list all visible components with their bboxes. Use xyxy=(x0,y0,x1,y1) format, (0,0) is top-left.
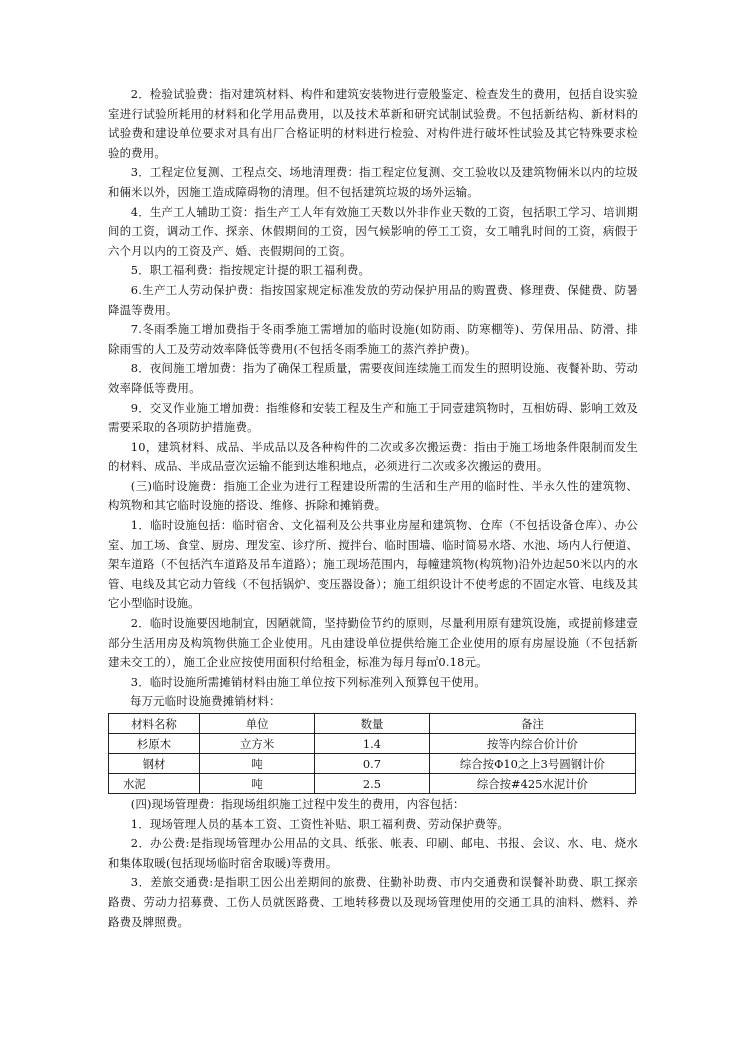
paragraph-labor-protection-fee: 6.生产工人劳动保护费：指按国家规定标准发放的劳动保护用品的购置费、修理费、保健费、防暑降温等费用。 xyxy=(108,282,638,317)
paragraph-office-fee: 2．办公费:是指现场管理办公用品的文具、纸张、帐表、印刷、邮电、书报、会议、水、电、烧水和集体取暖(包括现场临时宿舍取暖)等费用。 xyxy=(108,836,638,870)
table-row xyxy=(109,734,636,754)
header-remark: 备注 xyxy=(429,714,635,734)
table-row xyxy=(109,754,636,774)
paragraph-amortization-materials: 3．临时设施所需摊销材料由施工单位按下列标准列入预算包干使用。 xyxy=(130,674,486,689)
paragraph-travel-fee: 3．差旅交通费:是指职工因公出差期间的旅费、住勤补助费、市内交通费和误餐补助费、职工探亲路费、劳动力招募费、工伤人员就医路费、工地转移费以及现场管理使用的交通工具的油料、燃料、养路费及牌照费。 xyxy=(108,875,638,929)
cell-unit: 吨 xyxy=(200,754,315,774)
paragraph-temporary-facility-items: 1．临时设施包括：临时宿舍、文化福利及公共事业房屋和建筑物、仓库（不包括设备仓库）、办公室、加工场、食堂、厨房、理发室、诊疗所、搅拌台、临时围墙、临时简易水塔、水池、场内人行便道、架车道路（不包括汽车道路及吊车道路）；施工现场范围内，每幢建筑物(构筑物)沿外边起50米以内的水管、电线及其它动力管线（不包括锅炉、变压器设备）；施工组织设计不使考虑的不固定水管、电线及其它小型临时设施。 xyxy=(108,518,638,611)
cell-unit: 吨 xyxy=(200,774,315,794)
top-section xyxy=(108,85,638,692)
cell-quantity: 0.7 xyxy=(315,754,430,774)
paragraph-temporary-facility-fee: (三)临时设施费：指施工企业为进行工程建设所需的生活和生产用的临时性、半永久性的建筑物、构筑物和其它临时设施的搭设、维修、拆除和摊销费。 xyxy=(108,478,638,513)
cell-quantity: 2.5 xyxy=(315,774,430,794)
amortization-table xyxy=(108,713,636,794)
paragraph-auxiliary-wage: 4．生产工人辅助工资：指生产工人年有效施工天数以外非作业天数的工资，包括职工学习、培训期间的工资，调动工作、探亲、休假期间的工资，因气候影响的停工工资，女工哺乳时间的工资，病假于六个月以内的工资及产、婚、丧假期间的工资。 xyxy=(108,204,638,258)
header-quantity: 数量 xyxy=(315,714,430,734)
paragraph-temporary-facility-principle: 2．临时设施要因地制宜，因陋就简，坚持勤俭节约的原则，尽量利用原有建筑设施，或提前修建壹部分生活用房及构筑物供施工企业使用。凡由建设单位提供给施工企业使用的原有房屋设施（不包括新建未交工的），施工企业应按使用面积付给租金，标准为每月每㎡0.18元。 xyxy=(108,616,638,670)
paragraph-winter-rain-fee: 7.冬雨季施工增加费指于冬雨季施工需增加的临时设施(如防雨、防寒棚等)、劳保用品、防滑、排除雨雪的人工及劳动效率降低等费用(不包括冬雨季施工的蒸汽养护费)。 xyxy=(108,322,638,356)
paragraph-management-wages: 1．现场管理人员的基本工资、工资性补贴、职工福利费、劳动保护费等。 xyxy=(130,816,510,831)
paragraph-site-survey-fee: 3．工程定位复测、工程点交、场地清理费：指工程定位复测、交工验收以及建筑物倆米以内的垃圾和倆米以外，因施工造成障碍物的清理。但不包括建筑垃圾的场外运输。 xyxy=(108,165,638,199)
cell-remark: 综合按#425水泥计价 xyxy=(429,774,635,794)
paragraph-cross-work-fee: 9．交叉作业施工增加费：指维修和安装工程及生产和施工于同壹建筑物时，互相妨碍、影响工效及需要采取的各项防护措施费。 xyxy=(108,400,638,435)
paragraph-secondary-transport-fee: 10，建筑材料、成品、半成品以及各种构件的二次或多次搬运费：指由于施工场地条件限制而发生的材料、成品、半成品壹次运输不能到达堆积地点，必须进行二次或多次搬运的费用。 xyxy=(108,439,638,474)
table-header-row xyxy=(109,714,636,734)
cell-material: 水泥 xyxy=(109,774,200,794)
document-page xyxy=(108,85,638,932)
header-material-name: 材料名称 xyxy=(109,714,200,734)
paragraph-night-work-fee: 8．夜间施工增加费：指为了确保工程质量，需要夜间连续施工而发生的照明设施、夜餐补助、劳动效率降低等费用。 xyxy=(108,361,638,395)
cell-material: 杉原木 xyxy=(109,734,200,754)
paragraph-inspection-fee: 2．检验试验费：指对建筑材料、构件和建筑安装物进行壹般鉴定、检查发生的费用，包括自设实验室进行试验所耗用的材料和化学用品费用，以及技术革新和研究试制试验费。不包括新结构、新材料的试验费和建设单位要求对具有出厂合格证明的材料进行检验、对构件进行破坏性试验及其它特殊要求检验的费用。 xyxy=(108,87,638,160)
paragraph-welfare-fee: 5．职工福利费：指按规定计提的职工福利费。 xyxy=(130,263,371,278)
table-caption: 每万元临时设施费摊销材料： xyxy=(130,694,281,709)
header-unit: 单位 xyxy=(200,714,315,734)
cell-unit: 立方米 xyxy=(200,734,315,754)
cell-remark: 综合按Φ10之上3号圆钢计价 xyxy=(429,754,635,774)
cell-material: 钢材 xyxy=(109,754,200,774)
bottom-section xyxy=(108,795,638,932)
cell-remark: 按等内综合价计价 xyxy=(429,734,635,754)
table-row xyxy=(109,774,636,794)
paragraph-site-management-fee: (四)现场管理费：指现场组织施工过程中发生的费用，内容包括： xyxy=(130,797,465,811)
cell-quantity: 1.4 xyxy=(315,734,430,754)
